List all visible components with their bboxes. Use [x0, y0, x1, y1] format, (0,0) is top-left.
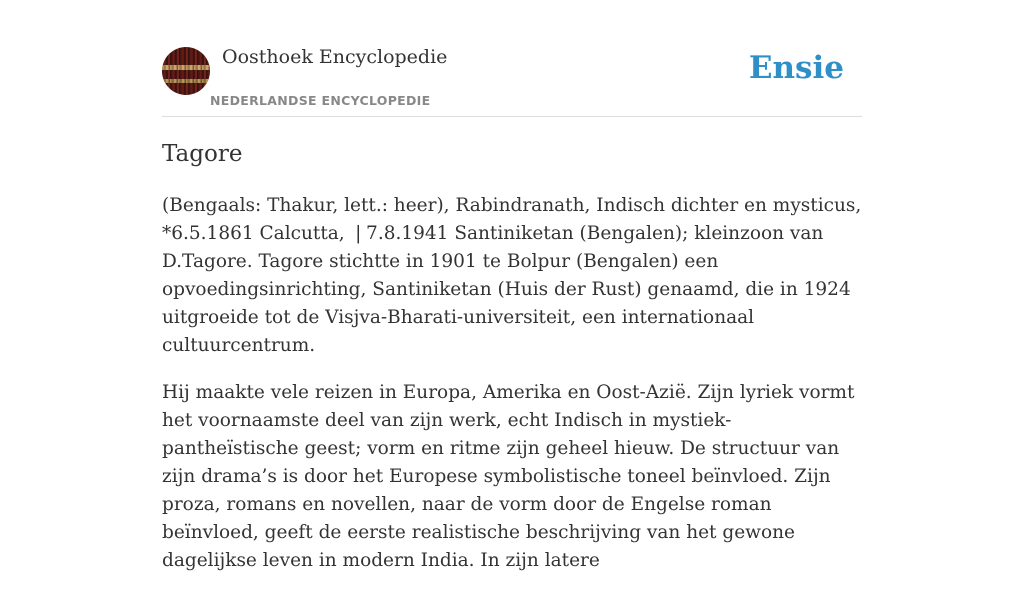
site-subtitle: NEDERLANDSE ENCYCLOPEDIE: [210, 93, 431, 108]
page-title: Tagore: [162, 141, 243, 167]
article-paragraph: (Bengaals: Thakur, lett.: heer), Rabindranath, Indisch dichter en mysticus, *6.5.1861 Calcutta, ❘7.8.1941 Santiniketan (Bengalen); kleinzoon van D.Tagore. Tagore stichtte in 1901 te Bolpur (Bengalen) een opvoedingsinrichting, Santiniketan (Huis der Rust) genaamd, die in 1924 uitgroeide tot de Visjva-Bharati-universiteit, een internationaal cultuurcentrum.: [162, 195, 862, 356]
article-paragraph: Hij maakte vele reizen in Europa, Amerika en Oost-Azië. Zijn lyriek vormt het voornaamste deel van zijn werk, echt Indisch in mystiek-pantheïstische geest; vorm en ritme zijn geheel hieuw. De structuur van zijn drama’s is door het Europese symbolistische toneel beïnvloed. Zijn proza, romans en novellen, naar de vorm door de Engelse roman beïnvloed, geeft de eerste realistische beschrijving van het gewone dagelijkse leven in modern India. In zijn latere: [162, 382, 855, 571]
site-header: [162, 0, 862, 117]
encyclopedia-avatar[interactable]: [162, 47, 210, 95]
brand-logo[interactable]: Ensie: [748, 50, 844, 86]
site-title[interactable]: Oosthoek Encyclopedie: [222, 46, 448, 68]
page-container: [162, 0, 862, 571]
article-body: [162, 192, 862, 594]
